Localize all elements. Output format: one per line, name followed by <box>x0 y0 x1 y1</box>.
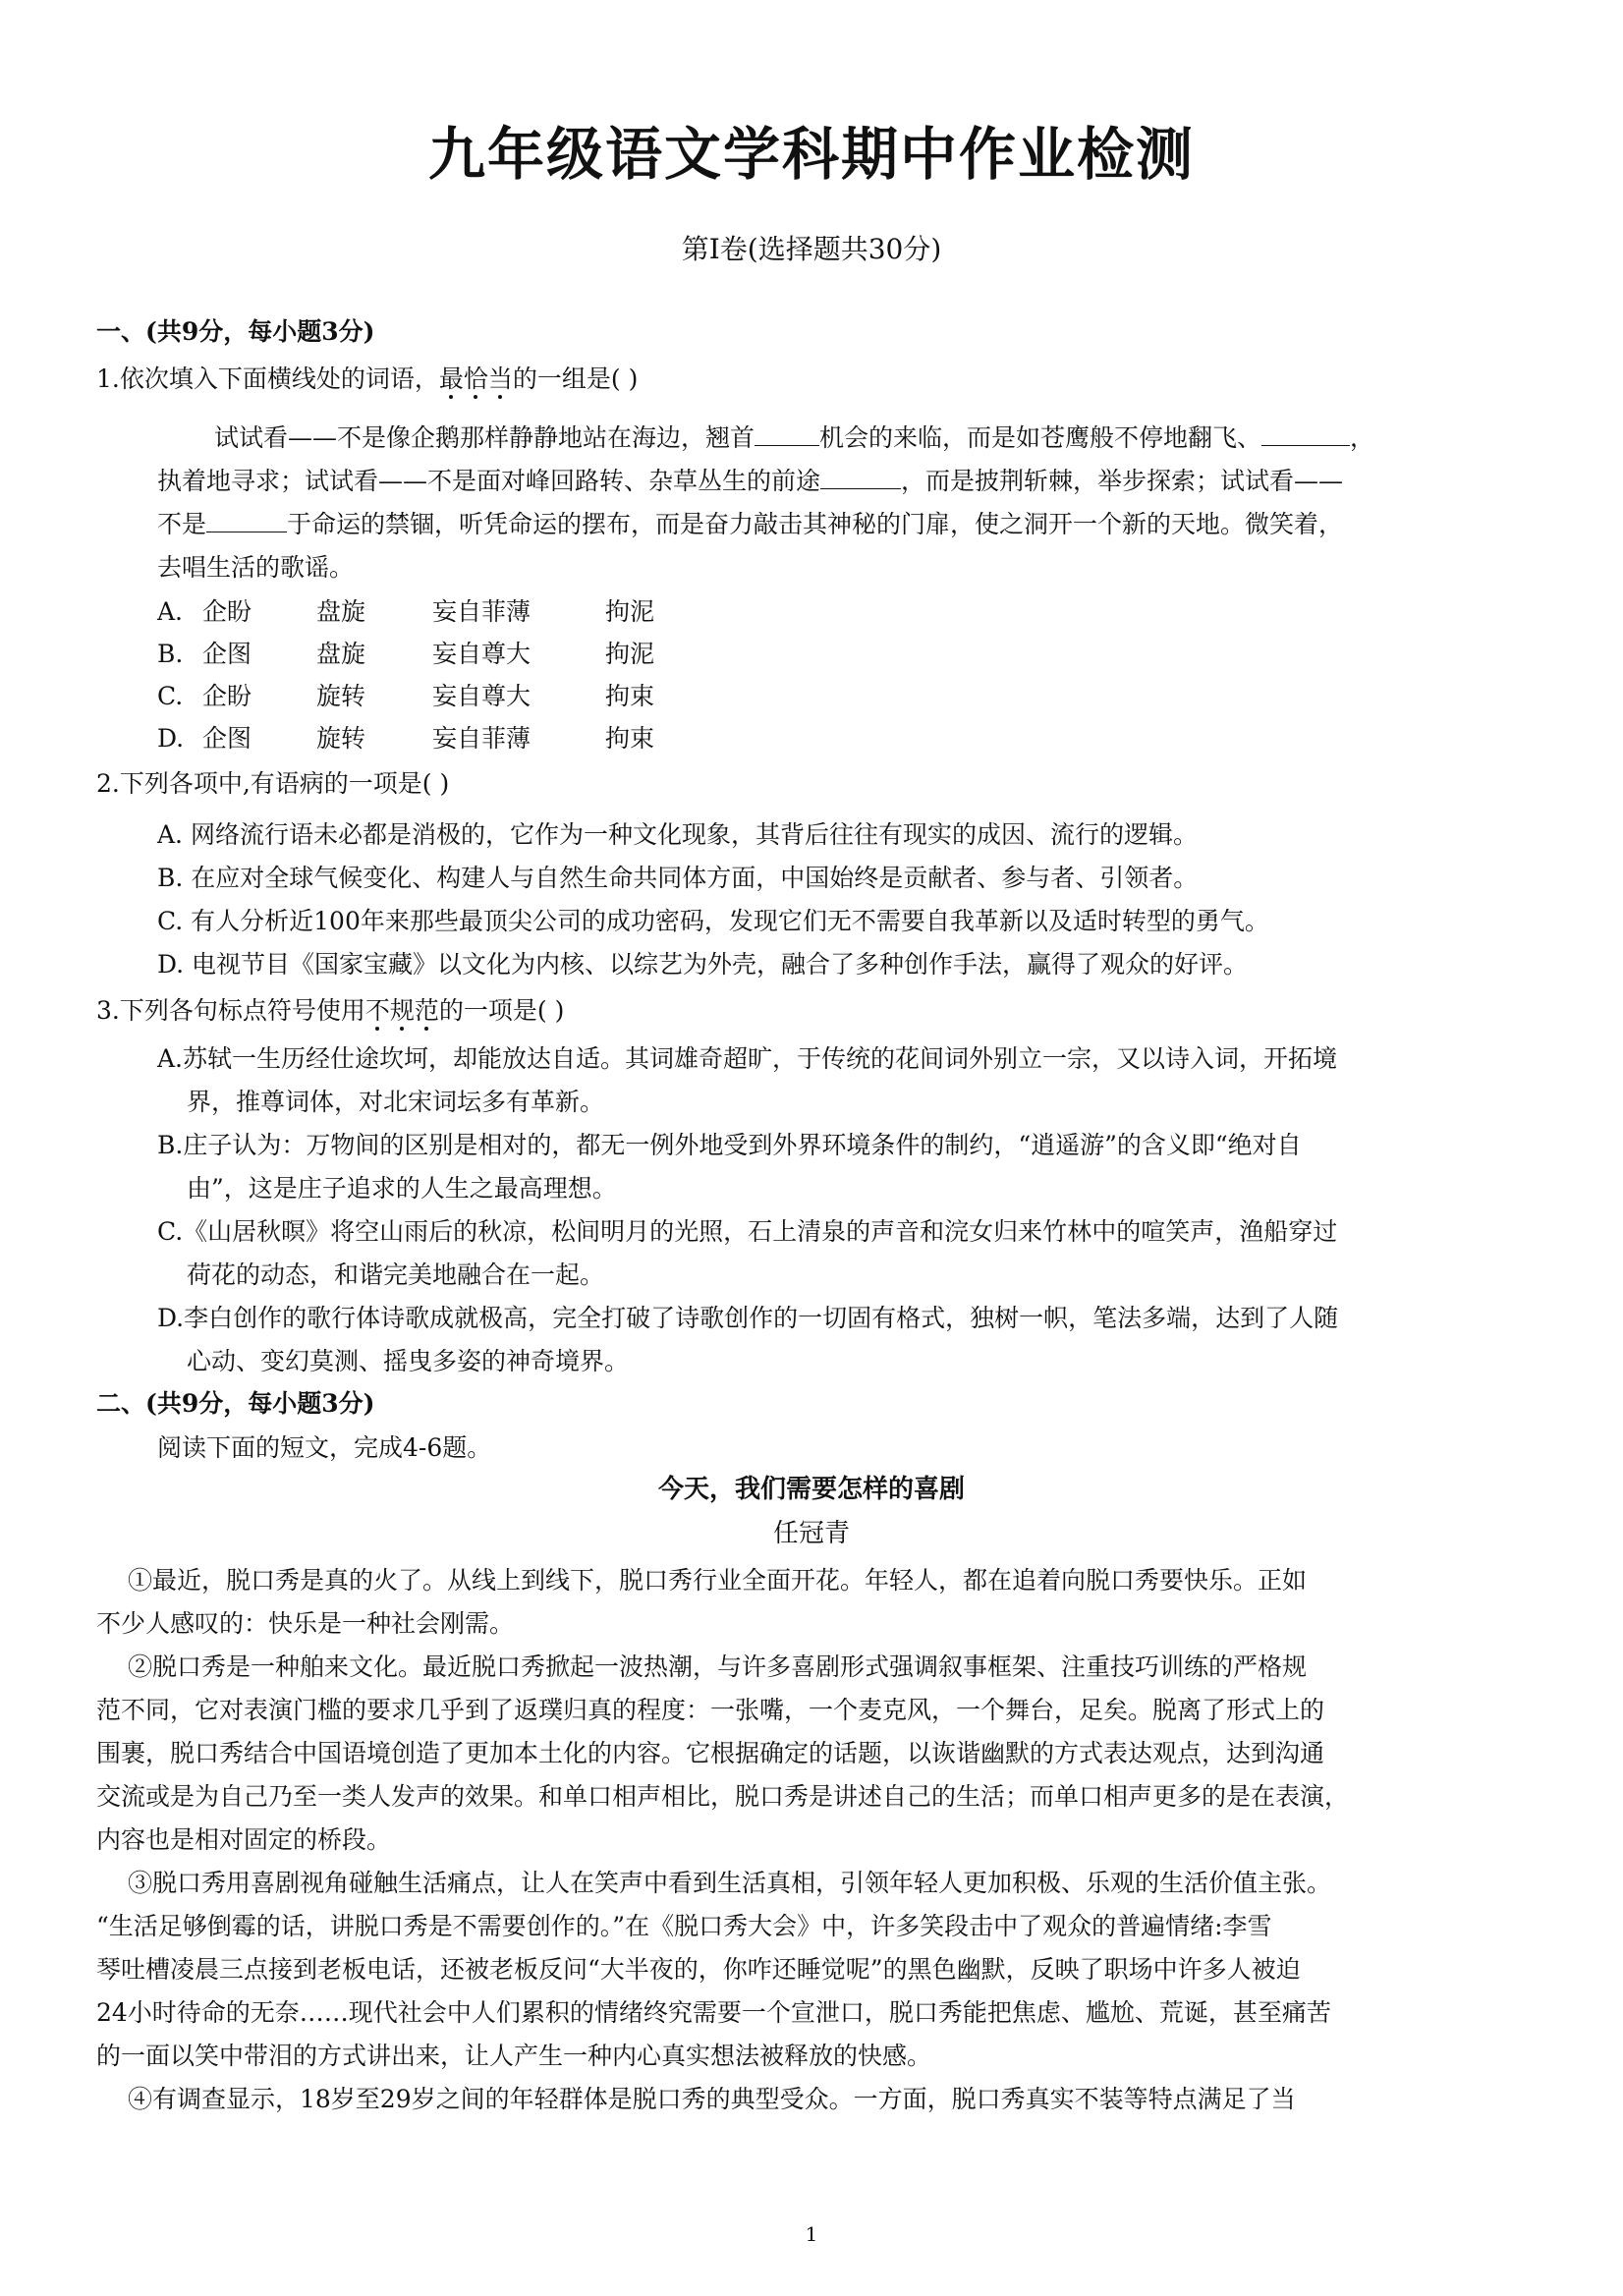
article-paragraph-line: 交流或是为自己乃至一类人发声的效果。和单口相声相比，脱口秀是讲述自己的生活；而单口相声更多的是在表演， <box>96 1782 1350 1811</box>
paper-subtitle: 第Ⅰ卷(选择题共30分) <box>681 233 942 265</box>
q2-option-a: A. 网络流行语未必都是消极的，它作为一种文化现象，其背后往往有现实的成因、流行的逻辑。 <box>157 820 1198 849</box>
section-2-heading: 二、(共9分，每小题3分) <box>96 1389 375 1418</box>
q1-stem: 1.依次填入下面横线处的词语，最恰当的一组是( ) <box>96 364 639 393</box>
q1-option-a: A. 企盼 盘旋 妄自菲薄 拘泥 <box>157 597 655 626</box>
article-paragraph-line: 范不同，它对表演门槛的要求几乎到了返璞归真的程度：一张嘴，一个麦克风，一个舞台，足矣。脱离了形式上的 <box>96 1696 1325 1724</box>
article-author: 任冠青 <box>772 1519 850 1548</box>
q2-option-d: D. 电视节目《国家宝藏》以文化为内核、以综艺为外壳，融合了多种创作手法，赢得了观众的好评。 <box>157 950 1249 979</box>
q1-option-c: C. 企盼 旋转 妄自尊大 拘束 <box>157 682 655 710</box>
blank-4 <box>206 510 287 532</box>
q3-option-line: D.李白创作的歌行体诗歌成就极高，完全打破了诗歌创作的一切固有格式，独树一帜，笔法多端，达到了人随 <box>157 1304 1339 1332</box>
article-paragraph-line: 24小时待命的无奈……现代社会中人们累积的情绪终究需要一个宣泄口，脱口秀能把焦虑、尴尬、荒诞，甚至痛苦 <box>96 1998 1331 2027</box>
page-number: 1 <box>805 2222 818 2246</box>
q3-option-line: 心动、变幻莫测、摇曳多姿的神奇境界。 <box>187 1347 630 1375</box>
article-paragraph-line: 内容也是相对固定的桥段。 <box>96 1825 392 1854</box>
q3-option-line: B.庄子认为：万物间的区别是相对的，都无一例外地受到外界环境条件的制约，“逍遥游”的含义即“绝对自 <box>157 1131 1302 1159</box>
blank-2 <box>1261 423 1350 446</box>
blank-3 <box>820 467 901 489</box>
q2-option-c: C. 有人分析近100年来那些最顶尖公司的成功密码，发现它们无不需要自我革新以及适时转型的勇气。 <box>157 907 1269 935</box>
article-paragraph-line: ②脱口秀是一种舶来文化。最近脱口秀掀起一波热潮，与许多喜剧形式强调叙事框架、注重技巧训练的严格规 <box>128 1652 1308 1681</box>
article-paragraph-line: 的一面以笑中带泪的方式讲出来，让人产生一种内心真实想法被释放的快感。 <box>96 2042 932 2070</box>
article-paragraph-line: 琴吐槽凌晨三点接到老板电话，还被老板反问“大半夜的，你咋还睡觉呢”的黑色幽默，反映了职场中许多人被迫 <box>96 1955 1301 1984</box>
q3-option-line: 荷花的动态，和谐完美地融合在一起。 <box>187 1260 605 1289</box>
q3-option-line: C.《山居秋暝》将空山雨后的秋凉，松间明月的光照，石上清泉的声音和浣女归来竹林中的喧笑声，渔船穿过 <box>157 1217 1338 1246</box>
q1-passage-line: 试试看——不是像企鹅那样静静地站在海边，翘首 机会的来临，而是如苍鹰般不停地翻飞、 ， <box>214 423 1375 452</box>
section-1-heading: 一、(共9分，每小题3分) <box>96 317 375 346</box>
q3-option-line: 由”，这是庄子追求的人生之最高理想。 <box>187 1174 617 1203</box>
q3-stem: 3.下列各句标点符号使用不规范的一项是( ) <box>96 996 565 1025</box>
document-title: 九年级语文学科期中作业检测 <box>427 121 1195 188</box>
article-paragraph-line: ④有调查显示，18岁至29岁之间的年轻群体是脱口秀的典型受众。一方面，脱口秀真实不装等特点满足了当 <box>128 2085 1296 2113</box>
q1-passage-line: 执着地寻求；试试看——不是面对峰回路转、杂草丛生的前途 ，而是披荆斩棘，举步探索；试试看—— <box>157 467 1344 495</box>
q1-passage-line: 不是 于命运的禁锢，听凭命运的摆布，而是奋力敲击其神秘的门扉，使之洞开一个新的天地。微笑着， <box>157 510 1344 538</box>
blank-1 <box>755 423 819 446</box>
article-title: 今天，我们需要怎样的喜剧 <box>657 1475 965 1504</box>
q2-stem: 2.下列各项中,有语病的一项是( ) <box>96 769 450 798</box>
article-paragraph-line: ③脱口秀用喜剧视角碰触生活痛点，让人在笑声中看到生活真相，引领年轻人更加积极、乐观的生活价值主张。 <box>128 1869 1332 1897</box>
q1-option-b: B. 企图 盘旋 妄自尊大 拘泥 <box>157 640 655 668</box>
article-paragraph-line: 围裹，脱口秀结合中国语境创造了更加本土化的内容。它根据确定的话题，以诙谐幽默的方式表达观点，达到沟通 <box>96 1739 1325 1767</box>
article-paragraph-line: 不少人感叹的：快乐是一种社会刚需。 <box>96 1609 515 1638</box>
q2-option-b: B. 在应对全球气候变化、构建人与自然生命共同体方面，中国始终是贡献者、参与者、引领者。 <box>157 864 1199 892</box>
q1-passage-line: 去唱生活的歌谣。 <box>157 553 355 582</box>
q1-option-d: D. 企图 旋转 妄自菲薄 拘束 <box>157 724 655 753</box>
q3-option-line: A.苏轼一生历经仕途坎坷，却能放达自适。其词雄奇超旷，于传统的花间词外别立一宗，又以诗入词，开拓境 <box>157 1044 1338 1073</box>
article-paragraph-line: “生活足够倒霉的话，讲脱口秀是不需要创作的。”在《脱口秀大会》中，许多笑段击中了观众的普遍情绪:李雪 <box>96 1912 1272 1940</box>
reading-intro: 阅读下面的短文，完成4-6题。 <box>157 1433 492 1462</box>
article-paragraph-line: ①最近，脱口秀是真的火了。从线上到线下，脱口秀行业全面开花。年轻人，都在追着向脱口秀要快乐。正如 <box>128 1566 1308 1595</box>
q3-option-line: 界，推尊词体，对北宋词坛多有革新。 <box>187 1088 605 1116</box>
